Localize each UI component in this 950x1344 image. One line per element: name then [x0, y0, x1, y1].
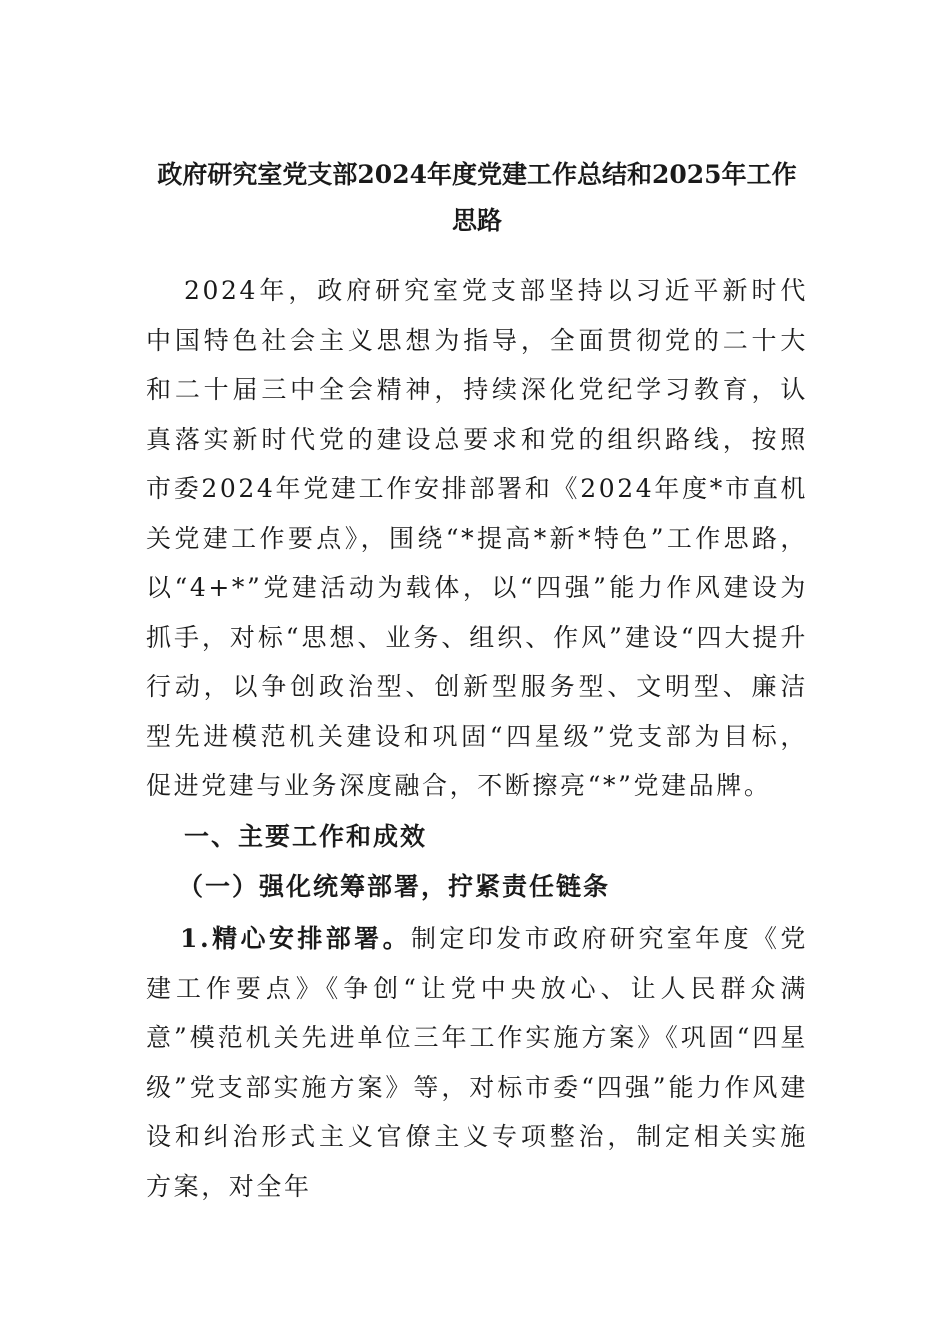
intro-paragraph: 2024年，政府研究室党支部坚持以习近平新时代中国特色社会主义思想为指导，全面贯彻党的二十大和二十届三中全会精神，持续深化党纪学习教育，认真落实新时代党的建设总要求和党的组织路线，按照市委2024年党建工作安排部署和《2024年度*市直机关党建工作要点》，围绕“*提高*新*特色”工作思路，以“4+*”党建活动为载体，以“四强”能力作风建设为抓手，对标“思想、业务、组织、作风”建设“四大提升行动，以争创政治型、创新型服务型、文明型、廉洁型先进模范机关建设和巩固“四星级”党支部为目标，促进党建与业务深度融合，不断擦亮“*”党建品牌。 — [146, 276, 808, 800]
item-paragraph — [146, 914, 808, 1211]
section-heading: 一、主要工作和成效 — [184, 822, 428, 851]
subsection-heading: （一）强化统筹部署，拧紧责任链条 — [178, 872, 611, 901]
document-title: 政府研究室党支部2024年度党建工作总结和2025年工作思路 — [157, 160, 797, 235]
item-text: 制定印发市政府研究室年度《党建工作要点》《争创“让党中央放心、让人民群众满意”模范机关先进单位三年工作实施方案》《巩固“四星级”党支部实施方案》等，对标市委“四强”能力作风建设和纠治形式主义官僚主义专项整治，制定相关实施方案，对全年 — [146, 924, 808, 1201]
item-lead: 1.精心安排部署。 — [180, 924, 412, 953]
